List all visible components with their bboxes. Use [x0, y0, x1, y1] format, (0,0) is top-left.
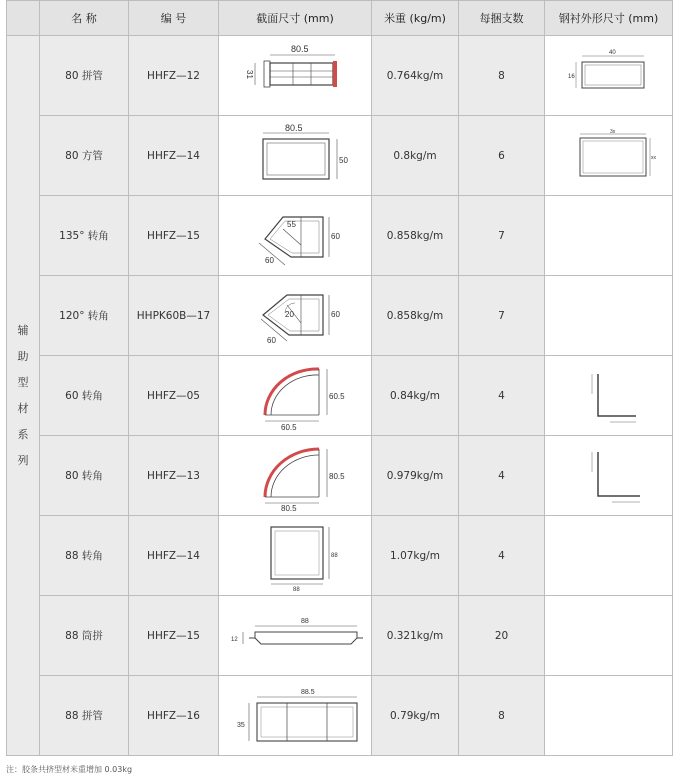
section-drawing-80-square	[225, 121, 365, 191]
svg-text:40: 40	[608, 49, 616, 56]
section-drawing-88-joint	[225, 681, 365, 751]
row-name: 135° 转角	[40, 196, 129, 276]
svg-text:80.5: 80.5	[291, 43, 309, 54]
steel-lining-drawing	[554, 46, 664, 106]
table-row	[7, 436, 673, 516]
row-count: 8	[459, 36, 545, 116]
svg-text:80.5: 80.5	[329, 471, 345, 481]
svg-text:3x: 3x	[609, 128, 615, 135]
header-code: 编 号	[129, 1, 219, 36]
section-drawing-80-corner	[225, 439, 365, 513]
svg-text:20: 20	[285, 309, 294, 319]
svg-text:60.5: 60.5	[329, 391, 345, 401]
row-code: HHFZ—12	[129, 36, 219, 116]
profile-spec-table	[6, 0, 673, 756]
svg-text:55: 55	[287, 219, 296, 229]
row-count: 8	[459, 676, 545, 756]
svg-text:60.5: 60.5	[281, 422, 297, 432]
steel-empty-cell	[545, 196, 673, 276]
row-weight: 0.979kg/m	[372, 436, 459, 516]
section-drawing-cell	[219, 36, 372, 116]
section-drawing-120-corner	[225, 279, 365, 353]
steel-empty-cell	[545, 676, 673, 756]
row-count: 7	[459, 276, 545, 356]
row-code: HHFZ—16	[129, 676, 219, 756]
svg-text:12: 12	[231, 636, 238, 643]
table-row	[7, 596, 673, 676]
row-count: 4	[459, 436, 545, 516]
steel-drawing-cell	[545, 356, 673, 436]
table-row	[7, 276, 673, 356]
section-drawing-cell	[219, 196, 372, 276]
row-name: 80 拼管	[40, 36, 129, 116]
svg-text:60: 60	[331, 231, 340, 241]
row-weight: 0.858kg/m	[372, 196, 459, 276]
steel-empty-cell	[545, 596, 673, 676]
row-weight: 0.84kg/m	[372, 356, 459, 436]
section-drawing-88-corner	[225, 519, 365, 593]
svg-text:60: 60	[267, 335, 276, 345]
table-row	[7, 516, 673, 596]
row-weight: 0.79kg/m	[372, 676, 459, 756]
svg-text:50: 50	[339, 155, 348, 165]
steel-drawing-cell	[545, 116, 673, 196]
section-drawing-cell	[219, 436, 372, 516]
header-blank	[7, 1, 40, 36]
section-drawing-cell	[219, 596, 372, 676]
header-section: 截面尺寸 (mm)	[219, 1, 372, 36]
row-weight: 0.321kg/m	[372, 596, 459, 676]
steel-lining-drawing	[554, 126, 664, 186]
row-weight: 0.764kg/m	[372, 36, 459, 116]
row-code: HHFZ—14	[129, 116, 219, 196]
row-name: 88 转角	[40, 516, 129, 596]
row-name: 120° 转角	[40, 276, 129, 356]
section-drawing-cell	[219, 116, 372, 196]
svg-text:xx: xx	[650, 154, 656, 161]
row-count: 20	[459, 596, 545, 676]
section-drawing-cell	[219, 676, 372, 756]
section-drawing-cell	[219, 516, 372, 596]
row-weight: 0.8kg/m	[372, 116, 459, 196]
row-count: 7	[459, 196, 545, 276]
row-name: 60 转角	[40, 356, 129, 436]
steel-angle-drawing	[554, 446, 664, 506]
row-code: HHFZ—15	[129, 596, 219, 676]
section-drawing-80-joint	[225, 41, 365, 111]
row-code: HHFZ—13	[129, 436, 219, 516]
row-count: 6	[459, 116, 545, 196]
svg-text:60: 60	[331, 309, 340, 319]
svg-text:35: 35	[237, 721, 245, 729]
header-row	[7, 1, 673, 36]
row-name: 88 拼管	[40, 676, 129, 756]
header-name: 名 称	[40, 1, 129, 36]
row-code: HHFZ—15	[129, 196, 219, 276]
steel-angle-drawing	[554, 366, 664, 426]
table-row	[7, 676, 673, 756]
header-per-bundle: 每捆支数	[459, 1, 545, 36]
row-count: 4	[459, 516, 545, 596]
svg-text:80.5: 80.5	[281, 503, 297, 513]
category-cell	[7, 36, 40, 756]
row-weight: 0.858kg/m	[372, 276, 459, 356]
row-weight: 1.07kg/m	[372, 516, 459, 596]
svg-text:88.5: 88.5	[301, 688, 315, 696]
row-name: 80 转角	[40, 436, 129, 516]
row-code: HHFZ—14	[129, 516, 219, 596]
section-drawing-60-corner	[225, 359, 365, 433]
svg-text:80.5: 80.5	[285, 122, 303, 133]
steel-empty-cell	[545, 516, 673, 596]
table-row	[7, 36, 673, 116]
row-name: 80 方管	[40, 116, 129, 196]
row-code: HHPK60B—17	[129, 276, 219, 356]
header-steel: 钢衬外形尺寸 (mm)	[545, 1, 673, 36]
steel-drawing-cell	[545, 36, 673, 116]
row-name: 88 筒拼	[40, 596, 129, 676]
category-label: 辅助型材系列	[17, 323, 29, 467]
svg-text:31: 31	[245, 69, 254, 79]
steel-drawing-cell	[545, 436, 673, 516]
steel-empty-cell	[545, 276, 673, 356]
section-drawing-88-tube-joint	[225, 606, 365, 666]
svg-text:60: 60	[265, 255, 274, 265]
svg-text:88: 88	[331, 552, 338, 559]
section-drawing-cell	[219, 276, 372, 356]
svg-text:88: 88	[293, 586, 300, 593]
footnote: 注：胶条共挤型材米重增加 0.03kg	[6, 765, 133, 774]
svg-text:88: 88	[301, 617, 309, 625]
row-count: 4	[459, 356, 545, 436]
table-row	[7, 116, 673, 196]
table-row	[7, 356, 673, 436]
table-row	[7, 196, 673, 276]
section-drawing-cell	[219, 356, 372, 436]
header-weight: 米重 (kg/m)	[372, 1, 459, 36]
section-drawing-135-corner	[225, 199, 365, 273]
row-code: HHFZ—05	[129, 356, 219, 436]
svg-text:16: 16	[567, 73, 575, 80]
